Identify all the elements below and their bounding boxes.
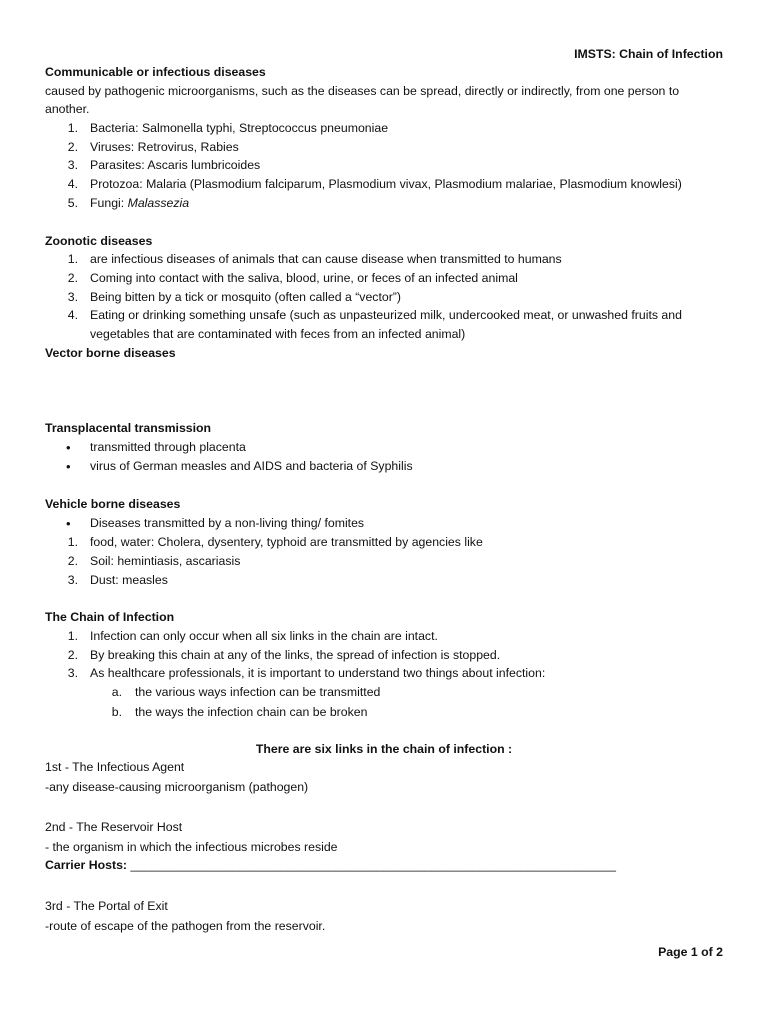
list-item-fungi [90,196,189,211]
carrier-hosts-label: Carrier Hosts: [45,858,131,872]
list-item: Coming into contact with the saliva, blood, urine, or feces of an infected animal [90,271,518,285]
bullet-icon: • [66,459,71,474]
sub-list-item: the ways the infection chain can be broken [135,705,368,719]
list-item-viruses [90,140,239,155]
transplacental-heading: Transplacental transmission [45,421,212,435]
item-label: Fungi: [90,196,128,210]
list-number: 1. [67,252,78,266]
list-number: 2. [67,140,78,154]
item-label: Viruses: [90,140,138,154]
list-item: By breaking this chain at any of the links, the spread of infection is stopped. [90,648,501,662]
bullet-item: Diseases transmitted by a non-living thing/ fomites [90,516,365,530]
list-item-parasites [90,158,260,173]
communicable-heading: Communicable or infectious diseases [45,65,266,79]
link-2-desc: - the organism in which the infectious microbes reside [45,840,338,854]
link-2-title: 2nd - The Reservoir Host [45,820,183,834]
carrier-hosts-blank: _______________________________________________________________________ [130,858,617,872]
sub-list-letter: b. [111,705,122,719]
list-number: 1. [67,629,78,643]
item-value: Ascaris lumbricoides [147,158,261,172]
list-number: 3. [67,158,78,172]
list-item: Infection can only occur when all six links in the chain are intact. [90,629,438,643]
item-value: Malassezia [127,196,190,210]
list-item: Soil: hemintiasis, ascariasis [90,554,241,568]
bullet-icon: • [66,516,71,531]
six-links-intro: There are six links in the chain of infection : [255,742,513,756]
list-number: 2. [67,554,78,568]
list-item: Dust: measles [90,573,168,587]
list-number: 2. [67,271,78,285]
vector-heading: Vector borne diseases [45,346,176,360]
list-number: 1. [67,121,78,135]
item-value: Malaria (Plasmodium falciparum, Plasmodium vivax, Plasmodium malariae, Plasmodium knowlesi) [146,177,682,191]
link-3-title: 3rd - The Portal of Exit [45,899,168,913]
list-number: 4. [67,177,78,191]
list-item: Eating or drinking something unsafe (such as unpasteurized milk, undercooked meat, or unwashed fruits and [90,308,682,322]
sub-list-item: the various ways infection can be transmitted [135,685,381,699]
bullet-item: transmitted through placenta [90,440,246,454]
carrier-hosts-line [45,858,616,873]
list-item-bacteria [90,121,388,136]
list-number: 2. [67,648,78,662]
list-number: 1. [67,535,78,549]
zoonotic-heading: Zoonotic diseases [45,234,153,248]
vehicle-heading: Vehicle borne diseases [45,497,181,511]
list-item: As healthcare professionals, it is important to understand two things about infection: [90,666,546,680]
bullet-item: virus of German measles and AIDS and bacteria of Syphilis [90,459,413,473]
list-item: food, water: Cholera, dysentery, typhoid are transmitted by agencies like [90,535,483,549]
list-item: Being bitten by a tick or mosquito (often called a “vector”) [90,290,401,304]
link-1-desc: -any disease-causing microorganism (pathogen) [45,780,309,794]
communicable-desc-line2: another. [45,102,90,116]
item-label: Bacteria: [90,121,142,135]
list-number: 3. [67,573,78,587]
sub-list-letter: a. [111,685,122,699]
bullet-icon: • [66,440,71,455]
link-3-desc: -route of escape of the pathogen from the reservoir. [45,919,326,933]
list-item: are infectious diseases of animals that can cause disease when transmitted to humans [90,252,562,266]
item-value: Salmonella typhi, Streptococcus pneumoniae [141,121,389,135]
list-number: 4. [67,308,78,322]
chain-heading: The Chain of Infection [45,610,175,624]
communicable-desc-line1: caused by pathogenic microorganisms, such as the diseases can be spread, directly or indirectly, from one person to [45,84,680,98]
list-number: 3. [67,666,78,680]
list-item-continuation: vegetables that are contaminated with feces from an infected animal) [90,327,466,341]
item-value: Retrovirus, Rabies [137,140,239,154]
link-1-title: 1st - The Infectious Agent [45,760,185,774]
list-number: 5. [67,196,78,210]
page-number: Page 1 of 2 [658,945,723,959]
item-label: Parasites: [90,158,148,172]
item-label: Protozoa: [90,177,147,191]
doc-title: IMSTS: Chain of Infection [574,47,723,61]
list-number: 3. [67,290,78,304]
list-item-protozoa [90,177,682,192]
